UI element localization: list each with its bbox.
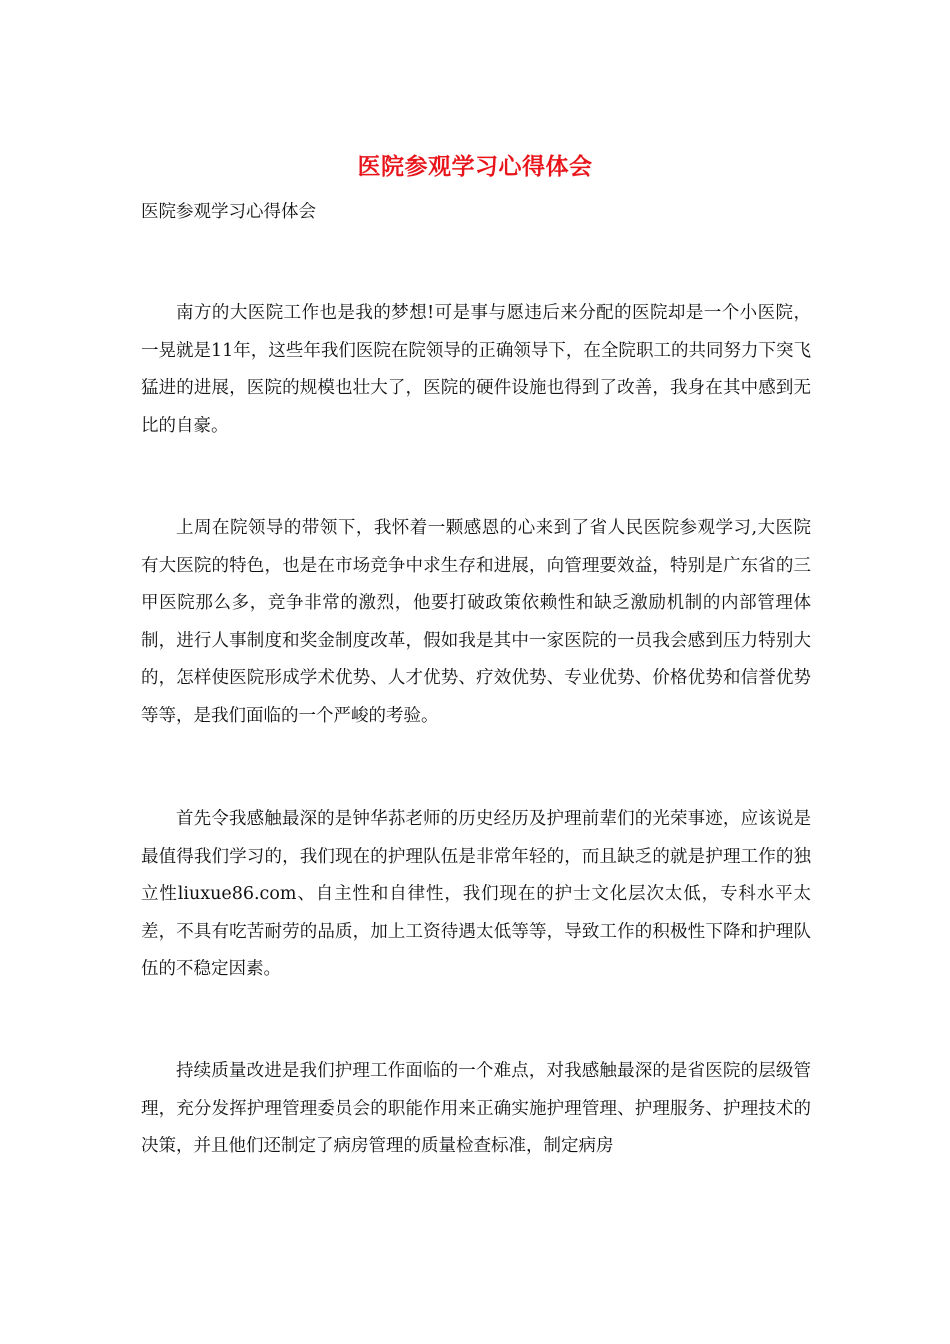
paragraph-3: 首先令我感触最深的是钟华荪老师的历史经历及护理前辈们的光荣事迹，应该说是最值得我们学习的，我们现在的护理队伍是非常年轻的，而且缺乏的就是护理工作的独立性liuxue86.com、自主性和自律性，我们现在的护士文化层次太低，专科水平太差，不具有吃苦耐劳的品质，加上工资待遇太低等等，导致工作的积极性下降和护理队伍的不稳定因素。: [141, 809, 811, 979]
paragraph-2: 上周在院领导的带领下，我怀着一颗感恩的心来到了省人民医院参观学习,大医院有大医院的特色，也是在市场竞争中求生存和进展，向管理要效益，特别是广东省的三甲医院那么多，竞争非常的激烈，他要打破政策依赖性和缺乏激励机制的内部管理体制，进行人事制度和奖金制度改革，假如我是其中一家医院的一员我会感到压力特别大的，怎样使医院形成学术优势、人才优势、疗效优势、专业优势、价格优势和信誉优势等等，是我们面临的一个严峻的考验。: [141, 518, 811, 726]
paragraph-4: 持续质量改进是我们护理工作面临的一个难点，对我感触最深的是省医院的层级管理，充分发挥护理管理委员会的职能作用来正确实施护理管理、护理服务、护理技术的决策，并且他们还制定了病房管理的质量检查标准，制定病房: [141, 1061, 811, 1156]
document-subtitle: 医院参观学习心得体会: [141, 202, 316, 222]
paragraph-1: 南方的大医院工作也是我的梦想!可是事与愿违后来分配的医院却是一个小医院，一晃就是11年，这些年我们医院在院领导的正确领导下，在全院职工的共同努力下突飞猛进的进展，医院的规模也壮大了，医院的硬件设施也得到了改善，我身在其中感到无比的自豪。: [141, 303, 811, 436]
document-title: 医院参观学习心得体会: [357, 153, 593, 180]
